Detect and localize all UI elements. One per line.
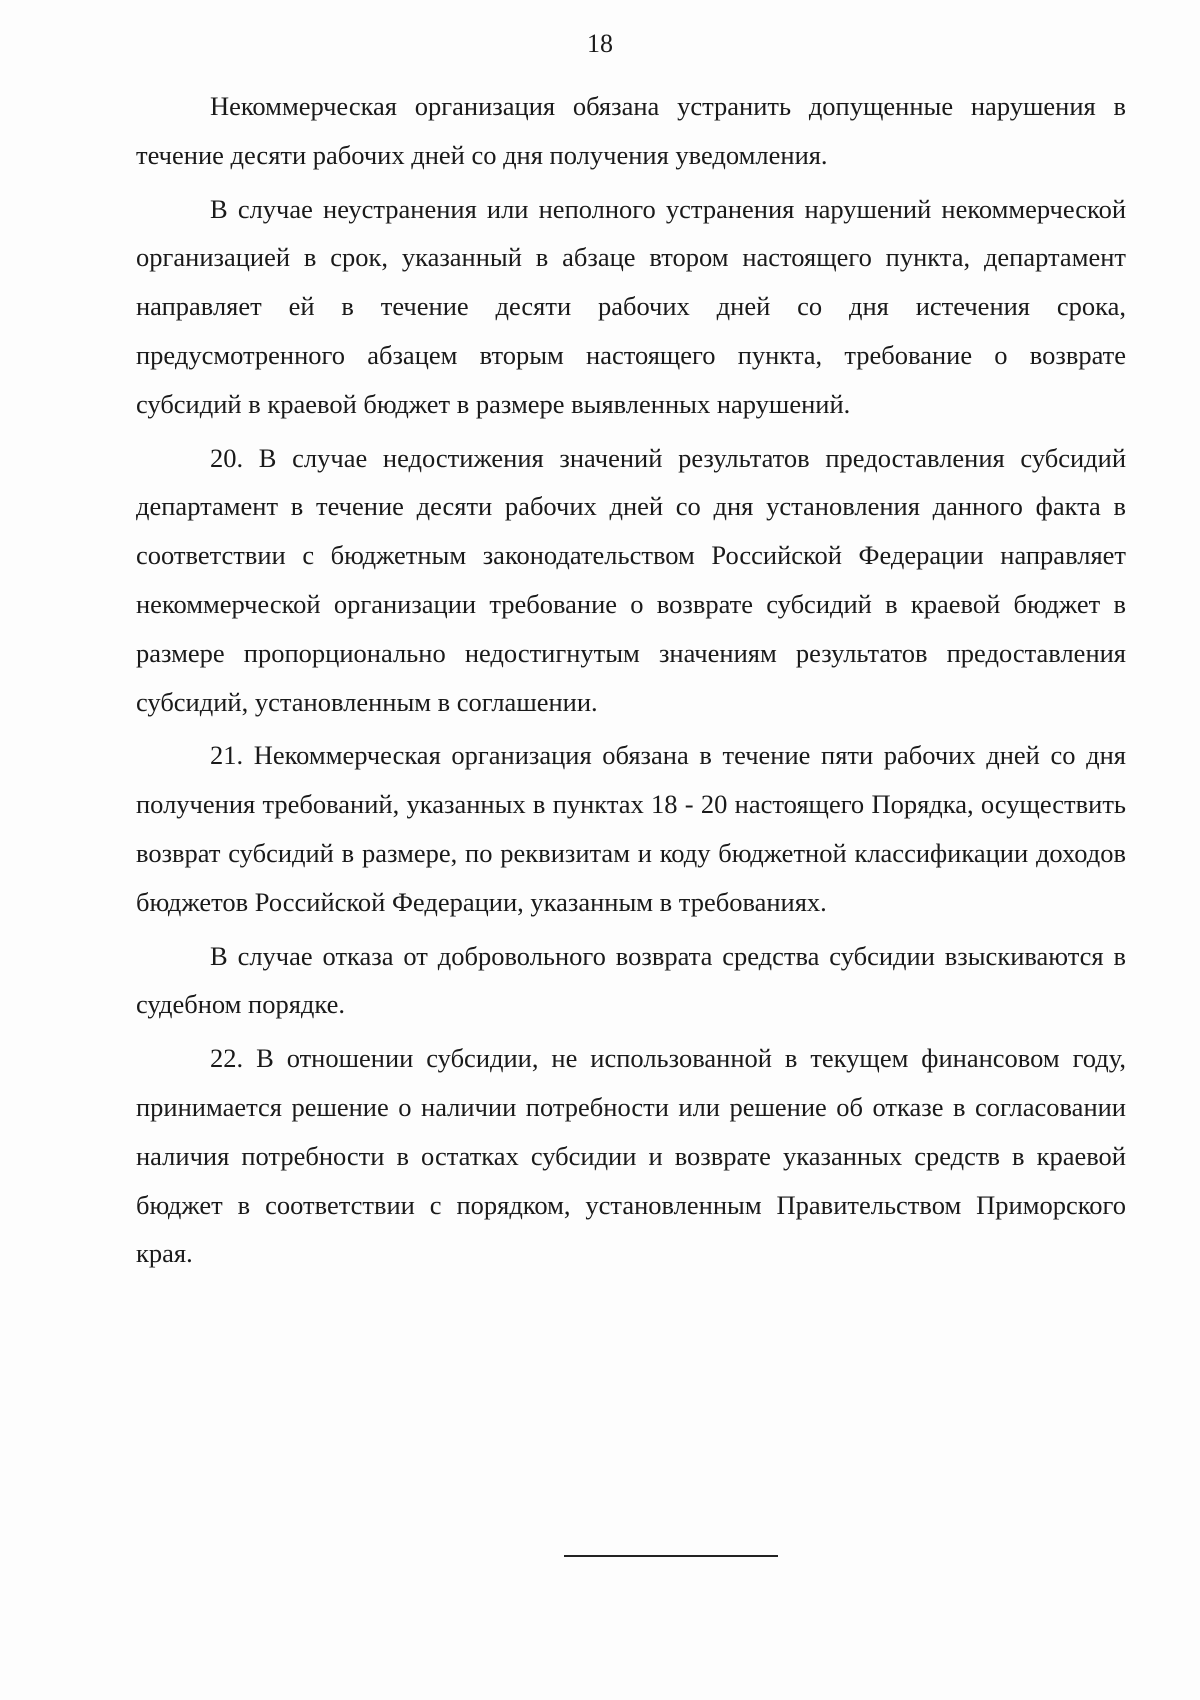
document-body bbox=[136, 82, 1126, 1283]
paragraph-21: 21. Некоммерческая организация обязана в течение пяти рабочих дней со дня получения требований, указанных в пунктах 18 - 20 настоящего Порядка, осуществить возврат субсидий в размере, по реквизитам и коду бюджетной классификации доходов бюджетов Российской Федерации, указанным в требованиях. bbox=[136, 740, 1126, 917]
end-of-document-line bbox=[564, 1555, 778, 1557]
paragraph-21-court-recovery: В случае отказа от добровольного возврата средства субсидии взыскиваются в судебном порядке. bbox=[136, 940, 1126, 1020]
page-number: 18 bbox=[587, 29, 613, 58]
paragraph-19-refund-demand: В случае неустранения или неполного устранения нарушений некоммерческой организацией в срок, указанный в абзаце втором настоящего пункта, департамент направляет ей в течение десяти рабочих дней со дня истечения срока, предусмотренного абзацем вторым настоящего пункта, требование о возврате субсидий в краевой бюджет в размере выявленных нарушений. bbox=[136, 193, 1126, 419]
paragraph-19-deadline: Некоммерческая организация обязана устранить допущенные нарушения в течение десяти рабочих дней со дня получения уведомления. bbox=[136, 91, 1126, 170]
paragraph-22: 22. В отношении субсидии, не использованной в текущем финансовом году, принимается решение о наличии потребности или решение об отказе в согласовании наличия потребности в остатках субсидии и возврате указанных средств в краевой бюджет в соответствии с порядком, установленным Правительством Приморского края. bbox=[136, 1043, 1126, 1269]
paragraph-20: 20. В случае недостижения значений результатов предоставления субсидий департамент в течение десяти рабочих дней со дня установления данного факта в соответствии с бюджетным законодательством Российской Федерации направляет некоммерческой организации требование о возврате субсидий в краевой бюджет в размере пропорционально недостигнутым значениям результатов предоставления субсидий, установленным в соглашении. bbox=[136, 442, 1126, 717]
